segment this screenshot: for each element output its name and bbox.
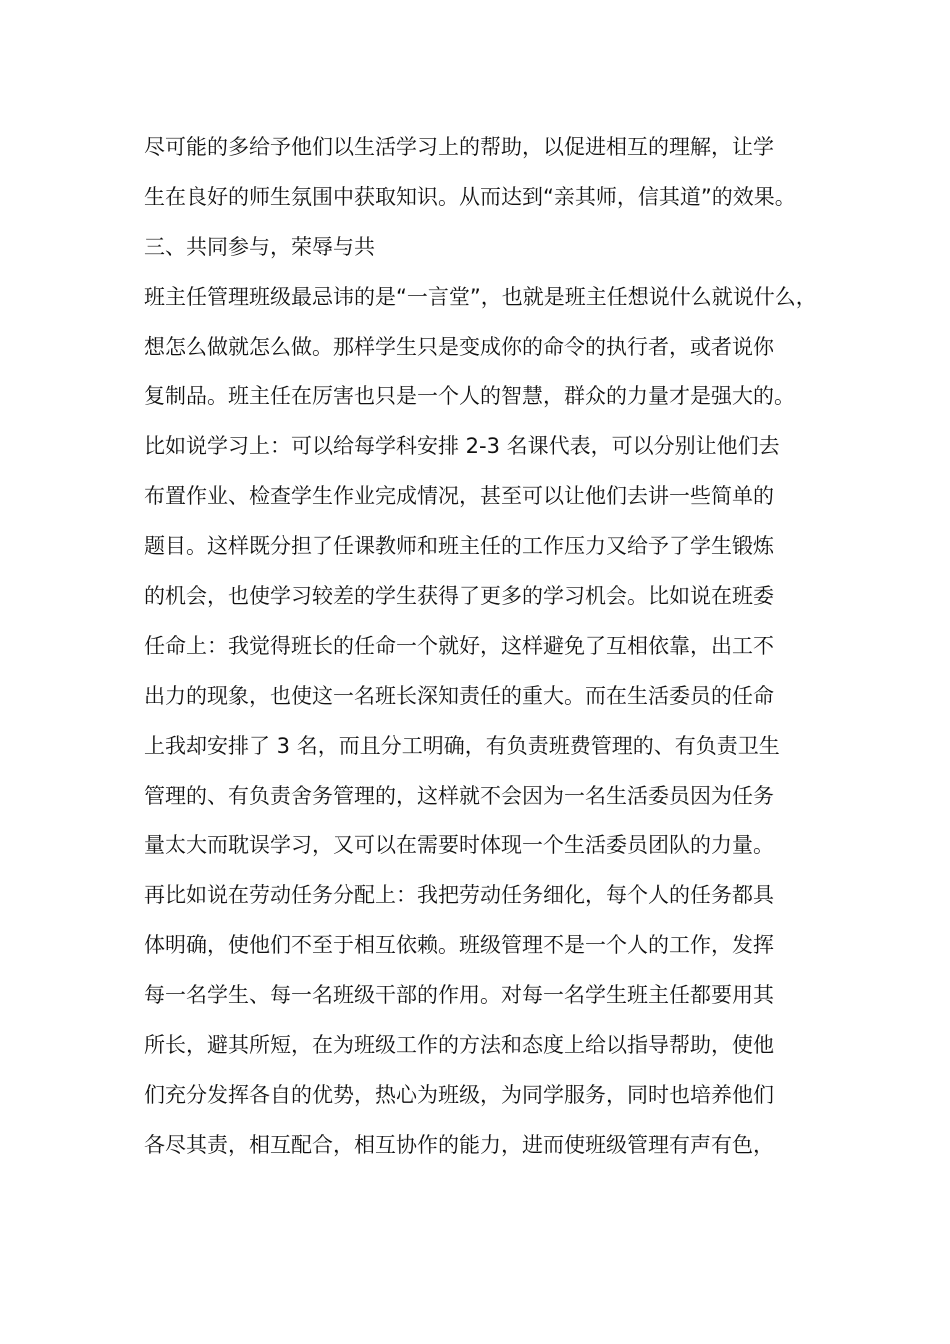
text-line: 们充分发挥各自的优势，热心为班级，为同学服务，同时也培养他们 bbox=[144, 1082, 774, 1107]
text-line: 复制品。班主任在厉害也只是一个人的智慧，群众的力量才是强大的。 bbox=[144, 384, 795, 409]
text-line: 再比如说在劳动任务分配上：我把劳动任务细化，每个人的任务都具 bbox=[144, 883, 774, 908]
text-line: 体明确，使他们不至于相互依赖。班级管理不是一个人的工作，发挥 bbox=[144, 933, 774, 958]
text-line: 量太大而耽误学习，又可以在需要时体现一个生活委员团队的力量。 bbox=[144, 833, 774, 858]
text-line: 各尽其责，相互配合，相互协作的能力，进而使班级管理有声有色， bbox=[144, 1132, 774, 1157]
text-line: 出力的现象，也使这一名班长深知责任的重大。而在生活委员的任命 bbox=[144, 683, 774, 708]
text-line: 班主任管理班级最忌讳的是“一言堂”，也就是班主任想说什么就说什么， bbox=[144, 284, 817, 309]
section-heading: 三、共同参与，荣辱与共 bbox=[144, 234, 375, 259]
text-line: 题目。这样既分担了任课教师和班主任的工作压力又给予了学生锻炼 bbox=[144, 534, 774, 559]
text-line: 布置作业、检查学生作业完成情况，甚至可以让他们去讲一些简单的 bbox=[144, 484, 774, 509]
text-line: 的机会，也使学习较差的学生获得了更多的学习机会。比如说在班委 bbox=[144, 584, 774, 609]
text-line: 尽可能的多给予他们以生活学习上的帮助，以促进相互的理解，让学 bbox=[144, 135, 774, 159]
text-line: 上我却安排了 3 名，而且分工明确，有负责班费管理的、有负责卫生 bbox=[144, 733, 780, 758]
body-text bbox=[144, 123, 824, 1171]
text-line: 生在良好的师生氛围中获取知识。从而达到“亲其师，信其道”的效果。 bbox=[144, 184, 796, 209]
text-line: 所长，避其所短，在为班级工作的方法和态度上给以指导帮助，使他 bbox=[144, 1033, 774, 1058]
text-line: 比如说学习上：可以给每学科安排 2-3 名课代表，可以分别让他们去 bbox=[144, 434, 780, 459]
text-line: 想怎么做就怎么做。那样学生只是变成你的命令的执行者，或者说你 bbox=[144, 334, 774, 359]
text-line: 任命上：我觉得班长的任命一个就好，这样避免了互相依靠，出工不 bbox=[144, 633, 774, 658]
text-line: 每一名学生、每一名班级干部的作用。对每一名学生班主任都要用其 bbox=[144, 983, 774, 1008]
text-line: 管理的、有负责舍务管理的，这样就不会因为一名生活委员因为任务 bbox=[144, 783, 774, 808]
